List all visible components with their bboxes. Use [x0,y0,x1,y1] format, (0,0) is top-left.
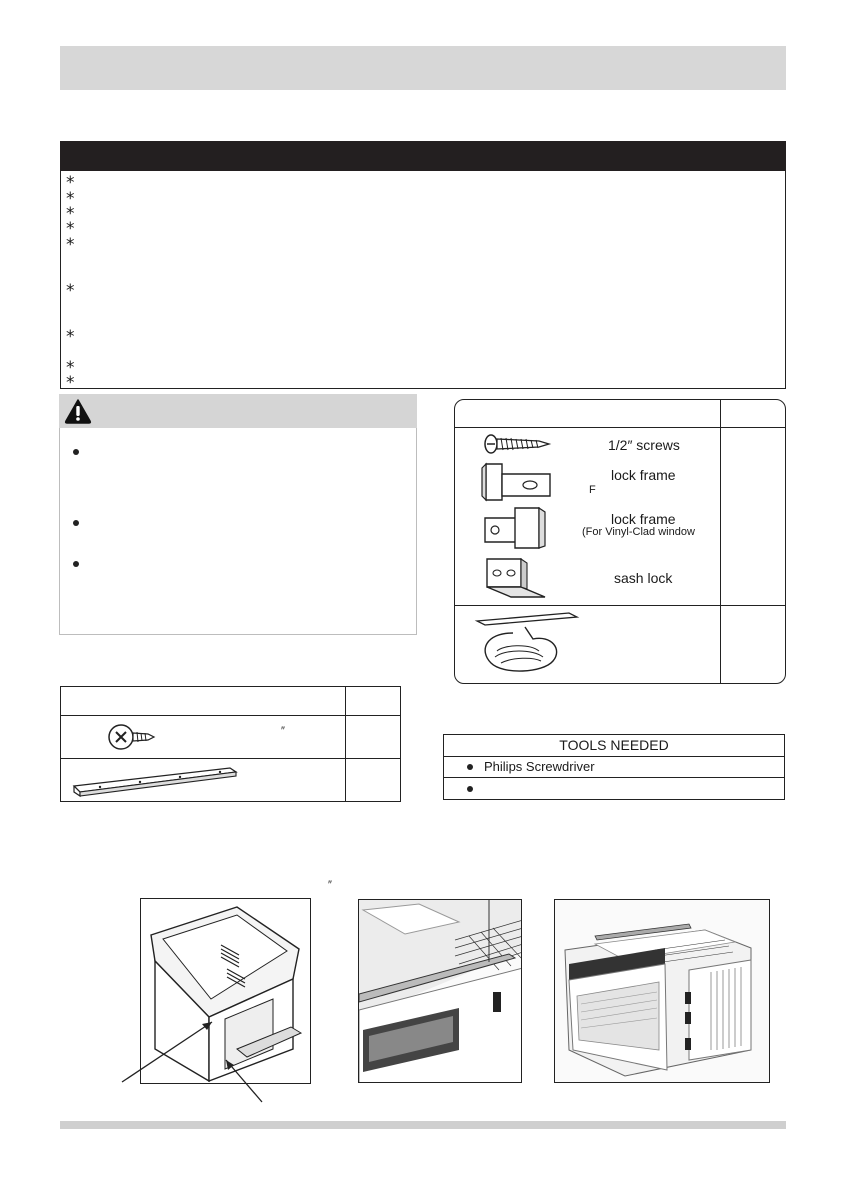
asterisk-bullet: * [66,173,75,193]
accessory-table-row-divider [60,758,401,759]
large-screw-icon [106,722,156,752]
top-rail-icon [70,762,240,798]
kit-column-divider [720,399,721,684]
warning-header [59,394,417,428]
sash-lock-icon [481,555,551,601]
tools-table-header: TOOLS NEEDED [559,737,669,753]
warning-bullet [73,449,79,455]
asterisk-bullet: * [66,373,75,393]
warning-triangle-icon [64,398,92,424]
lock-frame-icon [478,460,556,504]
kit-row-divider [454,605,786,606]
kit-screws-label: 1/2″ screws [608,437,680,453]
asterisk-bullet: * [66,327,75,347]
accessory-table-column-divider [345,686,346,802]
asterisk-bullet: * [66,281,75,301]
screw-icon [483,433,553,455]
tools-bullet [467,786,473,792]
asterisk-bullet: * [66,235,75,255]
tools-table-row-divider [443,777,785,778]
kit-sash-lock-label: sash lock [614,570,673,586]
tools-bullet [467,764,473,770]
kit-lock-frame-label: lock frame [611,467,676,483]
warning-box [59,394,417,635]
asterisk-bullet: * [66,204,75,224]
kit-vinyl-lock-frame-note: (For Vinyl-Clad window [582,526,695,538]
figure-3-assembled-unit-photo [554,899,770,1083]
accessory-screw-inch-mark: ″ [281,725,285,737]
kit-lock-frame-note: F [589,484,596,496]
installation-notes-header-bar [60,141,786,171]
tools-table-header-divider [443,756,785,757]
kit-header-divider [454,427,786,428]
figure-2-top-rail-photo [358,899,522,1083]
page-header-band [60,46,786,90]
warning-bullet [73,520,79,526]
vinyl-lock-frame-icon [481,504,551,550]
kit-vinyl-lock-frame-label: lock frame [611,511,676,527]
asterisk-bullet: * [66,358,75,378]
page-footer-band [60,1121,786,1129]
accessory-table-header-divider [60,715,401,716]
asterisk-bullet: * [66,189,75,209]
installation-notes-box [60,141,786,393]
figure-caption-inch-mark: ″ [328,879,332,891]
warning-bullet [73,561,79,567]
figure-1-callout-arrows [118,910,278,1110]
asterisk-bullet: * [66,219,75,239]
tools-item-screwdriver: Philips Screwdriver [484,759,595,774]
foam-seal-icon [473,609,583,679]
